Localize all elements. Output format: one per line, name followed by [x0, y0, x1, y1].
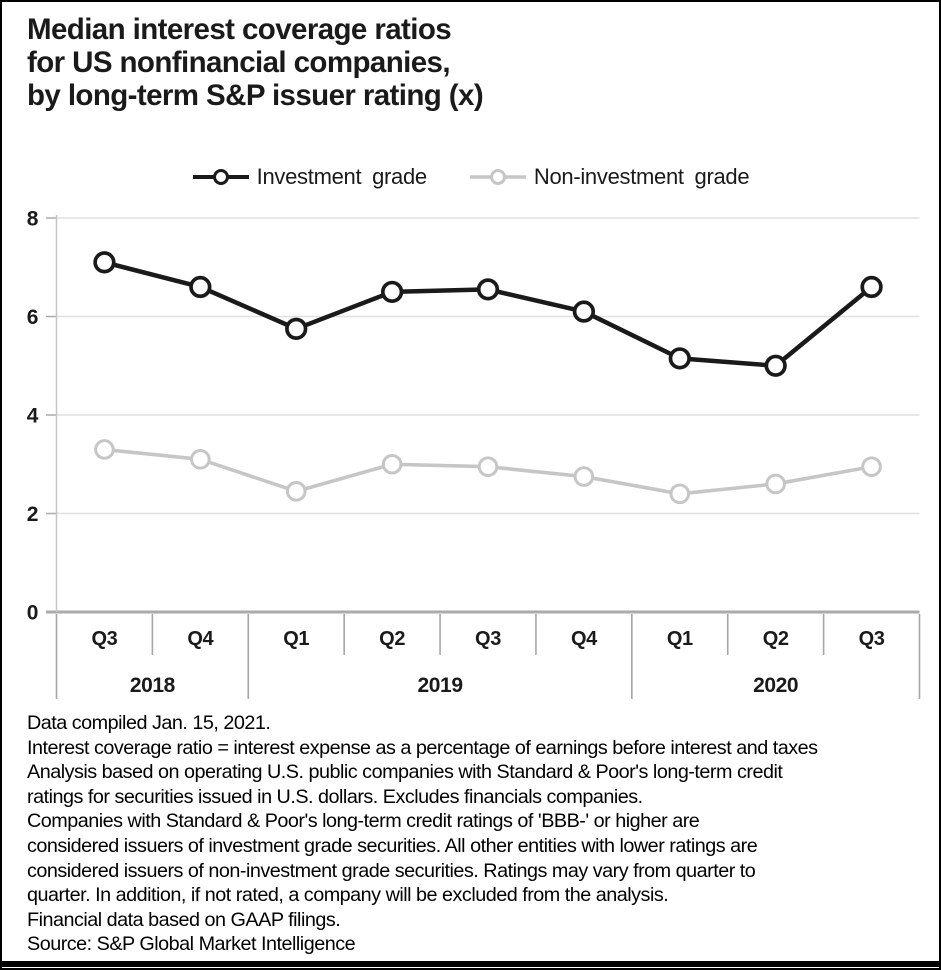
- non-investment-grade-marker: [671, 485, 689, 503]
- footnotes-block: [27, 711, 935, 957]
- x-tick-label-quarter: Q3: [858, 628, 885, 650]
- investment-grade-marker: [383, 283, 402, 302]
- legend-item-investment-grade: [192, 164, 427, 190]
- footnote-line: Financial data based on GAAP filings.: [27, 908, 341, 931]
- x-axis-band: [57, 614, 920, 699]
- investment-grade-marker: [287, 320, 306, 339]
- legend-label: Investment grade: [256, 164, 427, 189]
- footnote-line: Interest coverage ratio = interest expense as a percentage of earnings before interest and taxes: [27, 736, 818, 759]
- x-tick-label-quarter: Q4: [570, 628, 597, 650]
- legend-item-non-investment-grade: [469, 164, 749, 190]
- investment-grade-marker: [862, 278, 881, 297]
- y-tick-label: 2: [26, 502, 38, 526]
- investment-grade-marker: [670, 349, 689, 368]
- investment-grade-marker: [191, 278, 210, 297]
- y-tick-label: 4: [26, 404, 38, 428]
- y-tick-label: 6: [26, 305, 38, 329]
- footnote-line: quarter. In addition, if not rated, a company will be excluded from the analysis.: [27, 884, 669, 907]
- x-tick-label-quarter: Q3: [91, 628, 118, 650]
- x-tick-label-year: 2019: [417, 674, 463, 697]
- non-investment-grade-marker: [96, 441, 114, 459]
- non-investment-grade-marker: [192, 451, 210, 469]
- chart-title: [27, 13, 483, 112]
- x-tick-label-quarter: Q1: [283, 628, 310, 650]
- non-investment-grade-marker: [863, 458, 881, 476]
- line-circle-marker-icon: [469, 167, 527, 187]
- chart-title-line-2: for US nonfinancial companies,: [27, 46, 450, 79]
- x-tick-label-quarter: Q3: [475, 628, 501, 650]
- footnote-line: ratings for securities issued in U.S. dollars. Excludes financials companies.: [27, 785, 643, 808]
- footnote-line: considered issuers of investment grade securities. All other entities with lower ratings are: [27, 834, 758, 857]
- line-circle-marker-icon: [192, 167, 250, 187]
- footnote-line: Companies with Standard & Poor's long-term credit ratings of 'BBB-' or higher are: [27, 810, 700, 833]
- footnote-line: Analysis based on operating U.S. public companies with Standard & Poor's long-term credit: [27, 761, 783, 784]
- y-gridlines: [46, 218, 920, 612]
- series-investment-grade: [95, 253, 881, 375]
- x-tick-label-quarter: Q4: [187, 628, 214, 650]
- series-non-investment-grade: [96, 441, 881, 503]
- y-tick-label: 0: [26, 601, 38, 625]
- y-axis-labels: [27, 207, 39, 624]
- x-tick-label-quarter: Q2: [379, 628, 406, 650]
- chart-title-line-1: Median interest coverage ratios: [27, 13, 452, 46]
- footnote-line: Source: S&P Global Market Intelligence: [27, 933, 356, 956]
- non-investment-grade-marker: [575, 468, 593, 486]
- investment-grade-marker: [95, 253, 114, 272]
- footnote-line: considered issuers of non-investment grade securities. Ratings may vary from quarter to: [27, 859, 756, 882]
- x-tick-label-year: 2018: [129, 674, 175, 697]
- x-tick-label-quarter: Q1: [666, 628, 693, 650]
- footnote-line: Data compiled Jan. 15, 2021.: [27, 712, 271, 734]
- line-chart-canvas: [0, 193, 941, 710]
- y-tick-label: 8: [26, 207, 38, 231]
- x-tick-label-quarter: Q2: [762, 628, 789, 650]
- chart-legend: [0, 161, 941, 193]
- non-investment-grade-marker: [287, 483, 305, 501]
- non-investment-grade-marker: [383, 455, 401, 473]
- investment-grade-marker: [575, 302, 594, 321]
- chart-title-line-3: by long-term S&P issuer rating (x): [27, 79, 484, 112]
- investment-grade-marker: [766, 356, 785, 375]
- legend-label: Non-investment grade: [533, 164, 750, 189]
- investment-grade-line: [104, 262, 871, 365]
- bottom-rule-bar: [2, 961, 939, 967]
- non-investment-grade-marker: [767, 475, 785, 493]
- non-investment-grade-marker: [479, 458, 497, 476]
- investment-grade-marker: [479, 280, 498, 299]
- x-tick-label-year: 2020: [753, 674, 799, 697]
